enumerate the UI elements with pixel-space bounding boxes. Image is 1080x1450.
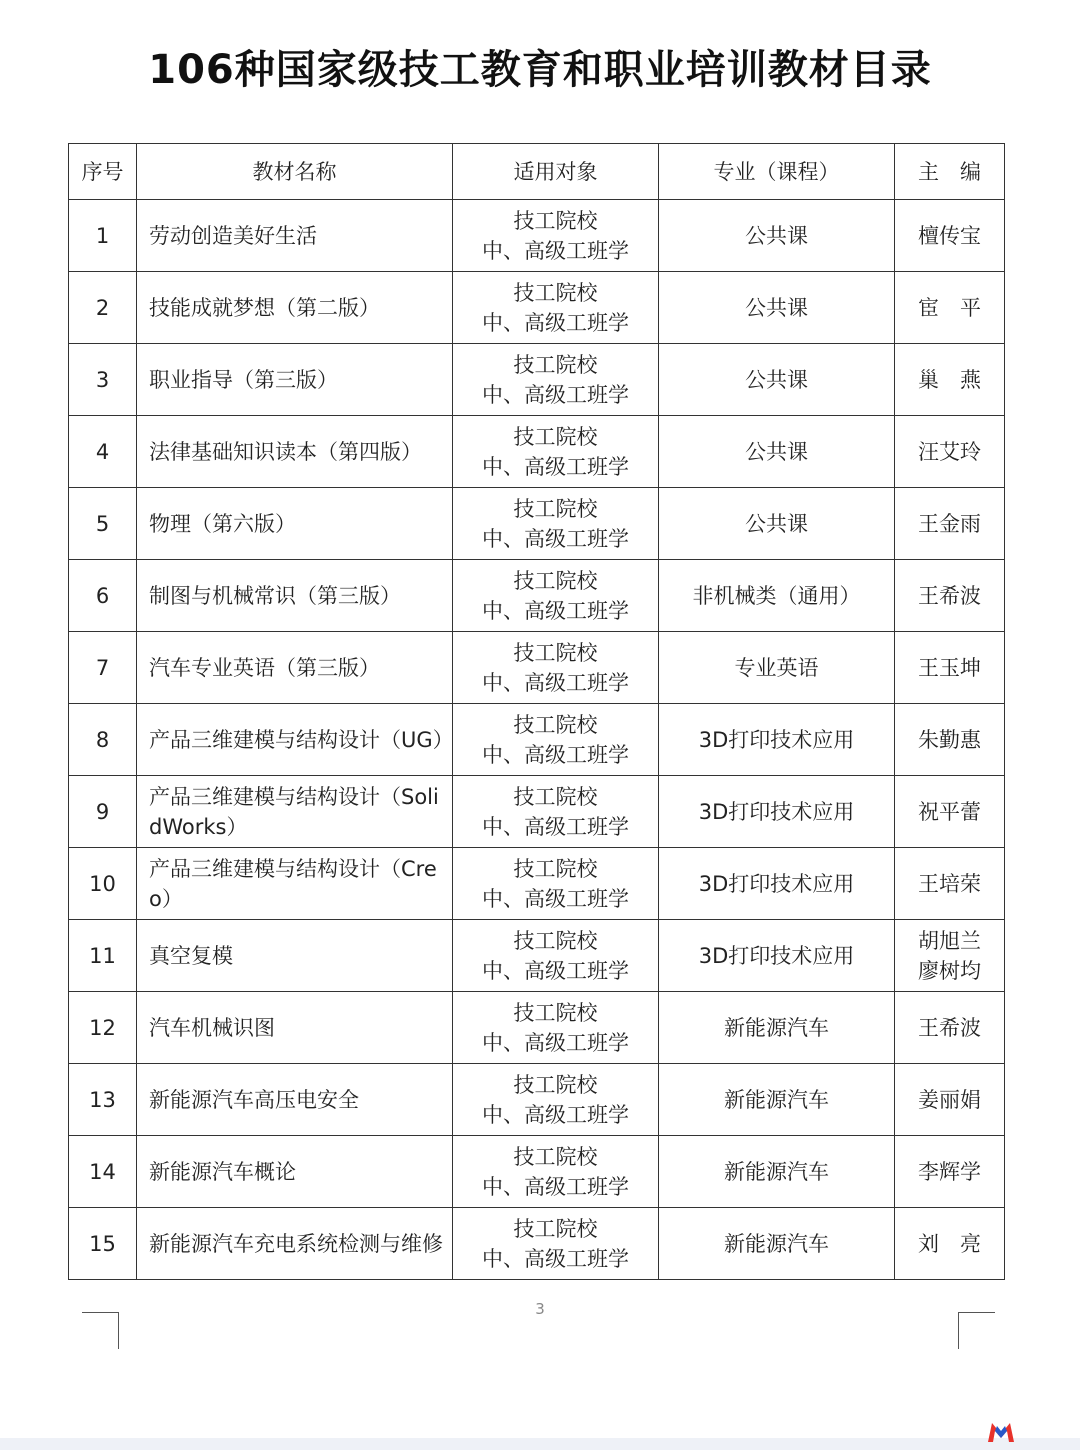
cell-target-line: 技工院校 — [513, 784, 598, 809]
cell-editor-line: 祝平蕾 — [918, 799, 981, 824]
cell-target-line: 技工院校 — [513, 496, 598, 521]
cell-editor-line: 胡旭兰 — [918, 928, 981, 953]
cell-major: 公共课 — [659, 272, 895, 344]
cell-target-line: 中、高级工班学 — [482, 742, 629, 767]
cell-num: 7 — [69, 632, 137, 704]
cell-textbook-name: 产品三维建模与结构设计（Creo） — [137, 848, 453, 920]
cell-major: 3D打印技术应用 — [659, 776, 895, 848]
cell-target — [453, 776, 659, 848]
cell-target-line: 中、高级工班学 — [482, 1246, 629, 1271]
cell-editor — [895, 416, 1005, 488]
cell-editor — [895, 1208, 1005, 1280]
cell-target — [453, 920, 659, 992]
cell-editor — [895, 848, 1005, 920]
cell-target-line: 技工院校 — [513, 352, 598, 377]
cell-major: 专业英语 — [659, 632, 895, 704]
cell-editor — [895, 560, 1005, 632]
table-row — [69, 704, 1005, 776]
cell-target-line: 中、高级工班学 — [482, 670, 629, 695]
table-body — [69, 200, 1005, 1280]
table-row — [69, 632, 1005, 704]
cell-textbook-name: 新能源汽车概论 — [137, 1136, 453, 1208]
cell-textbook-name: 技能成就梦想（第二版） — [137, 272, 453, 344]
cell-target-line: 中、高级工班学 — [482, 1030, 629, 1055]
cell-target-line: 技工院校 — [513, 1216, 598, 1241]
cell-textbook-name: 产品三维建模与结构设计（UG） — [137, 704, 453, 776]
cell-major: 非机械类（通用） — [659, 560, 895, 632]
cell-target — [453, 344, 659, 416]
cell-editor-line: 李辉学 — [918, 1159, 981, 1184]
cell-num: 3 — [69, 344, 137, 416]
cell-num: 15 — [69, 1208, 137, 1280]
cell-major: 公共课 — [659, 344, 895, 416]
cell-target-line: 技工院校 — [513, 928, 598, 953]
corner-crop-mark-icon — [958, 1312, 995, 1349]
cell-major: 公共课 — [659, 488, 895, 560]
cell-target-line: 技工院校 — [513, 424, 598, 449]
table-row — [69, 1064, 1005, 1136]
cell-textbook-name: 汽车机械识图 — [137, 992, 453, 1064]
cell-target-line: 中、高级工班学 — [482, 526, 629, 551]
cell-target-line: 中、高级工班学 — [482, 310, 629, 335]
cell-editor — [895, 632, 1005, 704]
cell-editor — [895, 992, 1005, 1064]
cell-num: 14 — [69, 1136, 137, 1208]
cell-target-line: 中、高级工班学 — [482, 454, 629, 479]
cell-target-line: 中、高级工班学 — [482, 886, 629, 911]
cell-target — [453, 632, 659, 704]
cell-editor-line: 巢 燕 — [918, 367, 981, 392]
bottom-bar — [0, 1438, 1080, 1450]
cell-major: 新能源汽车 — [659, 992, 895, 1064]
cell-editor-line: 檀传宝 — [918, 223, 981, 248]
cell-editor — [895, 776, 1005, 848]
cell-target-line: 技工院校 — [513, 1000, 598, 1025]
header-name: 教材名称 — [137, 144, 453, 200]
cell-major: 新能源汽车 — [659, 1064, 895, 1136]
cell-target — [453, 848, 659, 920]
cell-editor-line: 姜丽娟 — [918, 1087, 981, 1112]
cell-target-line: 技工院校 — [513, 568, 598, 593]
cell-target — [453, 1208, 659, 1280]
cell-editor-line: 廖树均 — [918, 958, 981, 983]
cell-target-line: 技工院校 — [513, 640, 598, 665]
header-major: 专业（课程） — [659, 144, 895, 200]
cell-textbook-name: 职业指导（第三版） — [137, 344, 453, 416]
cell-textbook-name: 物理（第六版） — [137, 488, 453, 560]
cell-target — [453, 416, 659, 488]
cell-num: 1 — [69, 200, 137, 272]
cell-target-line: 中、高级工班学 — [482, 1102, 629, 1127]
cell-major: 公共课 — [659, 416, 895, 488]
cell-target-line: 中、高级工班学 — [482, 1174, 629, 1199]
m-logo-icon — [986, 1420, 1016, 1444]
cell-editor-line: 王希波 — [918, 1015, 981, 1040]
cell-target-line: 中、高级工班学 — [482, 238, 629, 263]
table-row — [69, 1208, 1005, 1280]
cell-major: 新能源汽车 — [659, 1208, 895, 1280]
cell-editor — [895, 920, 1005, 992]
page-number: 3 — [535, 1300, 545, 1318]
cell-editor-line: 宦 平 — [918, 295, 981, 320]
header-editor: 主 编 — [895, 144, 1005, 200]
cell-target-line: 技工院校 — [513, 208, 598, 233]
cell-editor — [895, 272, 1005, 344]
cell-editor-line: 王培荣 — [918, 871, 981, 896]
cell-editor — [895, 344, 1005, 416]
cell-editor-line: 王玉坤 — [918, 655, 981, 680]
cell-num: 12 — [69, 992, 137, 1064]
cell-target — [453, 1136, 659, 1208]
table-row — [69, 776, 1005, 848]
table-row — [69, 488, 1005, 560]
cell-editor-line: 汪艾玲 — [918, 439, 981, 464]
cell-target — [453, 1064, 659, 1136]
cell-editor — [895, 704, 1005, 776]
table-row — [69, 1136, 1005, 1208]
cell-editor — [895, 1064, 1005, 1136]
cell-major: 公共课 — [659, 200, 895, 272]
table-row — [69, 848, 1005, 920]
cell-target-line: 技工院校 — [513, 856, 598, 881]
table-header-row — [69, 144, 1005, 200]
corner-crop-mark-icon — [82, 1312, 119, 1349]
cell-target-line: 中、高级工班学 — [482, 958, 629, 983]
cell-major: 3D打印技术应用 — [659, 704, 895, 776]
cell-num: 8 — [69, 704, 137, 776]
catalog-table — [68, 143, 1005, 1280]
cell-major: 3D打印技术应用 — [659, 848, 895, 920]
cell-textbook-name: 汽车专业英语（第三版） — [137, 632, 453, 704]
cell-target — [453, 488, 659, 560]
cell-editor — [895, 1136, 1005, 1208]
cell-num: 9 — [69, 776, 137, 848]
cell-target-line: 技工院校 — [513, 712, 598, 737]
cell-editor — [895, 200, 1005, 272]
table-row — [69, 416, 1005, 488]
cell-editor-line: 王金雨 — [918, 511, 981, 536]
cell-target — [453, 560, 659, 632]
cell-target-line: 中、高级工班学 — [482, 814, 629, 839]
cell-num: 10 — [69, 848, 137, 920]
cell-textbook-name: 法律基础知识读本（第四版） — [137, 416, 453, 488]
cell-textbook-name: 产品三维建模与结构设计（SolidWorks） — [137, 776, 453, 848]
table-row — [69, 272, 1005, 344]
cell-major: 新能源汽车 — [659, 1136, 895, 1208]
table-row — [69, 200, 1005, 272]
cell-num: 13 — [69, 1064, 137, 1136]
cell-target — [453, 272, 659, 344]
table-row — [69, 920, 1005, 992]
cell-target-line: 中、高级工班学 — [482, 382, 629, 407]
cell-num: 11 — [69, 920, 137, 992]
page-title: 106种国家级技工教育和职业培训教材目录 — [148, 47, 932, 93]
cell-textbook-name: 劳动创造美好生活 — [137, 200, 453, 272]
cell-textbook-name: 制图与机械常识（第三版） — [137, 560, 453, 632]
cell-major: 3D打印技术应用 — [659, 920, 895, 992]
cell-editor-line: 刘 亮 — [918, 1231, 981, 1256]
cell-textbook-name: 新能源汽车高压电安全 — [137, 1064, 453, 1136]
table-row — [69, 344, 1005, 416]
cell-target-line: 技工院校 — [513, 1072, 598, 1097]
cell-num: 4 — [69, 416, 137, 488]
cell-textbook-name: 新能源汽车充电系统检测与维修 — [137, 1208, 453, 1280]
cell-num: 2 — [69, 272, 137, 344]
cell-target-line: 技工院校 — [513, 280, 598, 305]
cell-target — [453, 200, 659, 272]
cell-target-line: 技工院校 — [513, 1144, 598, 1169]
cell-textbook-name: 真空复模 — [137, 920, 453, 992]
cell-num: 6 — [69, 560, 137, 632]
cell-target-line: 中、高级工班学 — [482, 598, 629, 623]
cell-editor-line: 王希波 — [918, 583, 981, 608]
cell-editor-line: 朱勤惠 — [918, 727, 981, 752]
table-row — [69, 992, 1005, 1064]
cell-target — [453, 704, 659, 776]
cell-num: 5 — [69, 488, 137, 560]
header-target: 适用对象 — [453, 144, 659, 200]
cell-target — [453, 992, 659, 1064]
cell-editor — [895, 488, 1005, 560]
table-row — [69, 560, 1005, 632]
header-num: 序号 — [69, 144, 137, 200]
